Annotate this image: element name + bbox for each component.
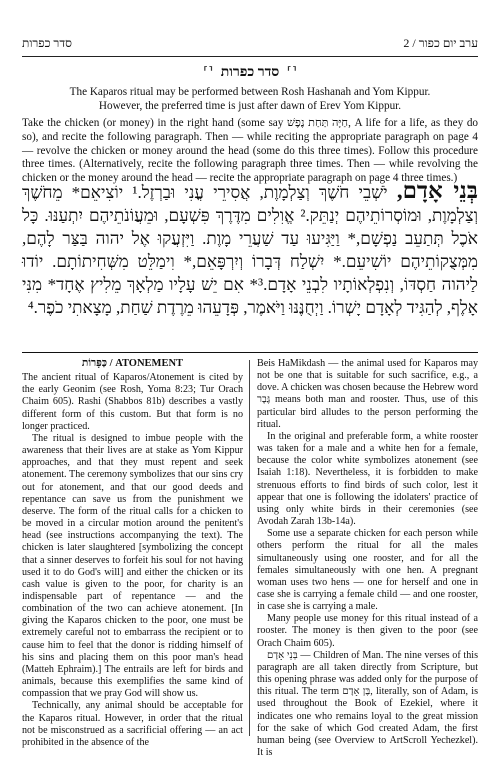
- commentary-separator: [22, 352, 478, 353]
- running-head-page: [403, 36, 478, 51]
- page-number-separator: /: [412, 36, 416, 50]
- commentary-left-column: [22, 358, 243, 748]
- running-head: [22, 36, 478, 56]
- hebrew-prayer-text: [22, 179, 478, 319]
- commentary-right-column: [257, 358, 479, 758]
- section-title-text: סדר כפרות: [220, 65, 280, 80]
- commentary-paragraph: Beis HaMikdash — the animal used for Kaparos may not be one that is suitable for such sacrifice, e.g., a dove. A chicken was chosen because the Hebrew word גֶּבֶר means both man and rooster. Thus, use of this particular bird alludes to the person performing the ritual.: [257, 358, 478, 430]
- commentary: [22, 358, 479, 758]
- commentary-paragraph: The ancient ritual of Kaparos/Atonement is cited by the early Geonim (see Rosh, Yoma 8:23; Tur Orach Chaim 605). Rashi (Shabbos 81b) describes a vastly different form of this custom. But that form is no longer practiced.: [22, 372, 243, 432]
- timing-note-line-2: However, the preferred time is just after dawn of Erev Yom Kippur.: [98, 99, 402, 112]
- running-head-rule: [22, 56, 478, 57]
- instructions: Take the chicken (or money) in the right hand (some say חַיָּה תַּחַת נֶפֶשׁ, A life for a life, as they do so), and recite the following paragraph. Then — while reciting the appropriate paragraph on page 4 — revolve the chicken or money around the head (some do this three times). Follow this procedure three times. (Alternatively, recite the following paragraph three times. Then — while revolving the chicken or the money around the head — recite the appropriate paragraph on page 4 three times.): [22, 117, 479, 185]
- commentary-paragraph: The ritual is designed to imbue people with the awareness that their lives are at stake as Yom Kippur approaches, and that they must repent and seek atonement. The ceremony symbolizes that our sins cry out for atonement, and that our good deeds and repentance can save us from the punishment we deserve. The form of the ritual calls for a chicken to be moved in a circular motion around the penitent's head (see instructions accompanying the text). The chicken is later slaughtered [symbolizing the concept that a sinner deserves to forfeit his soul for not having used it to do God's will] and either the chicken or its cash value is given to the poor, for charity is an indispensable part of repentance — and the combination of the two can achieve atonement. [In giving the Kaparos chicken to the poor, one must be extremely careful not to embarrass the recipient or to cause him to feel that the donor is ridding himself of his sins and placing them on this poor man's head (Matteh Ephraim).] The entrails are left for birds and animals, because this exemplifies the same kind of compassion that we pray God will show us.: [22, 432, 243, 700]
- timing-note: [22, 86, 478, 113]
- section-title: [0, 64, 500, 81]
- commentary-paragraph: Technically, any animal should be acceptable for the Kaparos ritual. However, in order that the ritual not be misconstrued as a sacrificial offering — an act prohibited in the absence of the: [22, 700, 243, 748]
- commentary-paragraph: In the original and preferable form, a white rooster was taken for a male and a white hen for a female, because the color white symbolizes atonement (see Isaiah 1:18). Nevertheless, it is forbidden to make strenuous efforts to find birds of such color, lest it appear that one is following the idolaters' practice of using only white birds in their ceremonies (see Avodah Zarah 13b-14a).: [257, 430, 478, 528]
- hebrew-body: יֹשְׁבֵי חֹשֶׁךְ וְצַלְמָוֶת, אֲסִירֵי עֳנִי וּבַרְזֶל.¹ יוֹצִיאֵם* מֵחֹשֶׁךְ וְצַלְמָוֶת, וּמוֹסְרוֹתֵיהֶם יְנַתֵּק.² אֱוִלִים מִדֶּרֶךְ פִּשְׁעָם, וּמֵעֲוֹנֹתֵיהֶם יִתְעַנּוּ. כָּל אֹכֶל תְּתַעֵב נַפְשָׁם,* וַיַּגִּיעוּ עַד שַׁעֲרֵי מָוֶת. וַיִּזְעֲקוּ אֶל יהוה בַּצַּר לָהֶם, מִמְּצֻקוֹתֵיהֶם יוֹשִׁיעֵם.* יִשְׁלַח דְּבָרוֹ וְיִרְפָּאֵם,* וִימַלֵּט מִשְּׁחִיתוֹתָם. יוֹדוּ לַיהוה חַסְדּוֹ, וְנִפְלְאוֹתָיו לִבְנֵי אָדָם.³* אִם יֵשׁ עָלָיו מַלְאָךְ מֵלִיץ אֶחָד* מִנִּי אָלֶף, לְהַגִּיד לְאָדָם יָשְׁרוֹ. וַיְחֻנֶּנּוּ וַיֹּאמֶר, פְּדָעֵהוּ מֵרֶדֶת שַׁחַת, מָצָאתִי כֹפֶר.⁴: [22, 183, 478, 317]
- commentary-heading-hebrew: כַּפָּרוֹת: [81, 358, 108, 369]
- commentary-heading-english: ATONEMENT: [115, 358, 184, 369]
- commentary-paragraph: Some use a separate chicken for each person while others perform the ritual for all the males simultaneously using one rooster, and for all the females simultaneously with one hen. A pregnant woman uses two hens — one for herself and one in case she is carrying a female child — and one rooster, in case she is carrying a male.: [257, 528, 478, 613]
- running-head-section: סדר כפרות: [22, 36, 72, 50]
- hebrew-opening-word: בְּנֵי אָדָם,: [396, 178, 478, 203]
- page-number: 2: [403, 36, 410, 50]
- commentary-heading-sep: /: [109, 358, 113, 369]
- commentary-heading: [22, 358, 243, 370]
- running-head-title: ערב יום כפור: [418, 36, 478, 50]
- column-divider: [249, 360, 250, 736]
- title-ornament-left: ⸢⸣: [203, 64, 214, 79]
- commentary-paragraph: בְּנֵי אָדָם — Children of Man. The nine verses of this paragraph are all taken directly from Scripture, but this opening phrase was added only for the purpose of this ritual. The term בֶּן אָדָם, literally, son of Adam, is used throughout the Book of Ezekiel, where it indicates one who remains loyal to the great mission for the sake of which God created Adam, the first human being (see Overview to ArtScroll Yechezkel). It is: [257, 649, 479, 758]
- title-ornament-right: ⸢⸣: [286, 64, 297, 79]
- commentary-paragraph: Many people use money for this ritual instead of a rooster. The money is then given to the poor (see Orach Chaim 605).: [257, 613, 478, 649]
- timing-note-line-1: The Kaparos ritual may be performed between Rosh Hashanah and Yom Kippur.: [69, 86, 431, 98]
